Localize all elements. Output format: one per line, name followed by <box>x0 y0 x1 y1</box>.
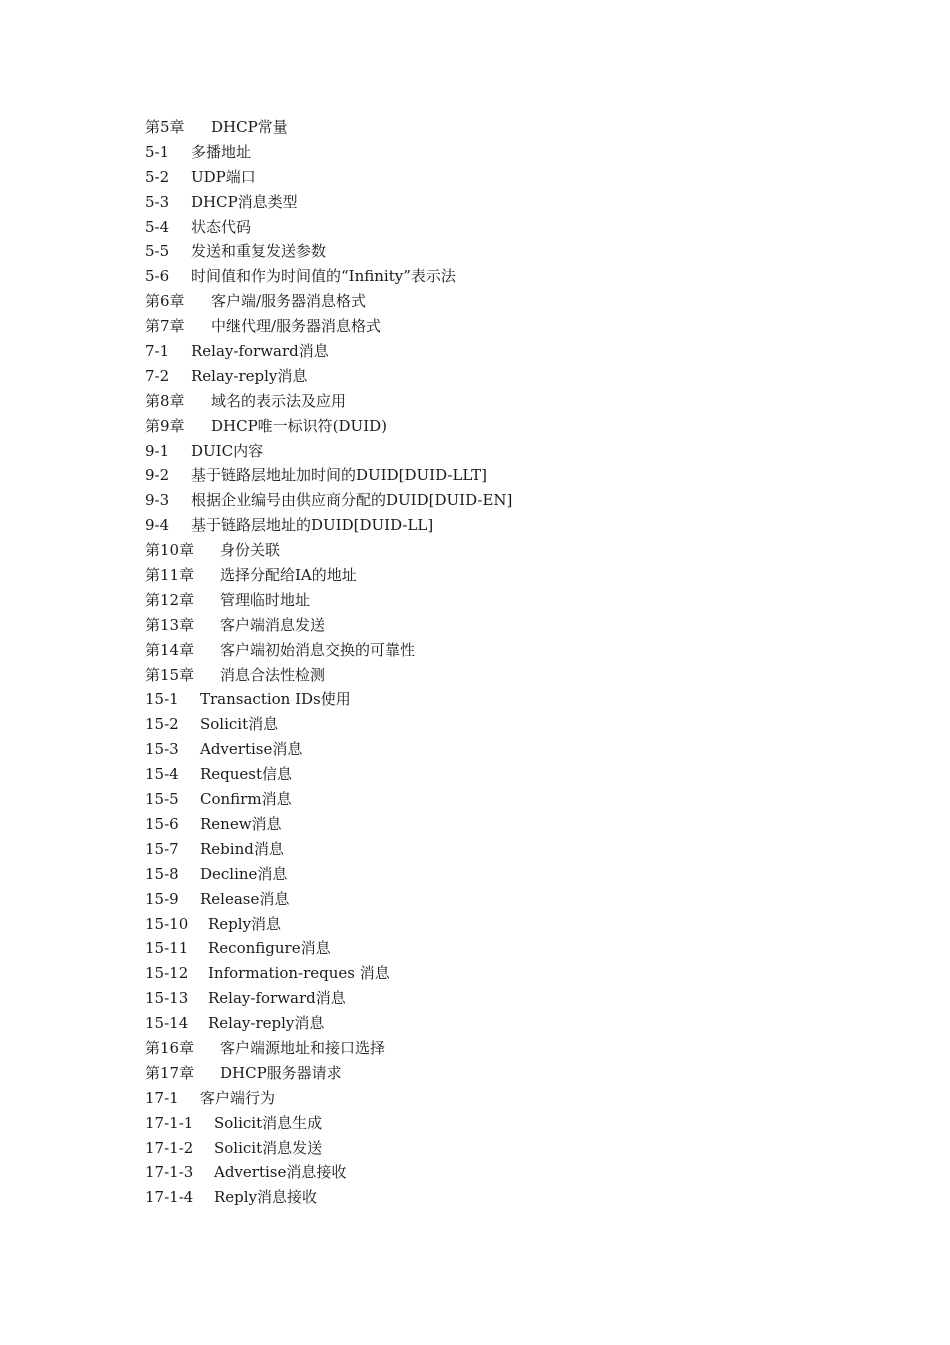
toc-entry <box>145 862 845 887</box>
toc-entry-title: DHCP常量 <box>211 118 288 136</box>
toc-entry-number: 5-1 <box>145 142 170 161</box>
toc-entry <box>145 1136 845 1161</box>
toc-entry-title: Relay-forward消息 <box>191 342 329 361</box>
toc-entry <box>145 239 845 264</box>
toc-entry <box>145 961 845 986</box>
toc-entry <box>145 936 845 961</box>
toc-entry <box>145 563 845 588</box>
toc-entry <box>145 737 845 762</box>
toc-entry <box>145 1160 845 1185</box>
toc-entry-title: Decline消息 <box>200 864 288 883</box>
toc-entry-number: 15-6 <box>145 814 179 833</box>
toc-entry <box>145 1111 845 1136</box>
toc-entry <box>145 264 845 289</box>
toc-entry <box>145 165 845 190</box>
toc-entry-title: 客户端源地址和接口选择 <box>220 1038 386 1057</box>
toc-entry <box>145 364 845 389</box>
toc-entry-title: Reconfigure消息 <box>208 939 331 958</box>
toc-entry-number: 17-1 <box>145 1088 179 1107</box>
toc-entry-number: 第12章 <box>145 590 195 609</box>
toc-entry <box>145 513 845 538</box>
toc-entry-number: 15-7 <box>145 839 179 858</box>
toc-entry-number: 第16章 <box>145 1038 195 1057</box>
toc-entry-number: 5-4 <box>145 217 170 236</box>
toc-entry-title: 客户端行为 <box>200 1088 276 1107</box>
toc-entry <box>145 837 845 862</box>
toc-entry-number: 第9章 <box>145 416 185 435</box>
toc-entry-number: 第14章 <box>145 640 195 659</box>
toc-entry-title: Request信息 <box>200 765 293 784</box>
toc-entry-title: DHCP服务器请求 <box>220 1063 342 1082</box>
toc-entry-title: Reply消息接收 <box>214 1188 318 1207</box>
toc-entry <box>145 463 845 488</box>
toc-entry-number: 15-12 <box>145 964 189 983</box>
toc-entry-title: Renew消息 <box>200 814 282 833</box>
toc-entry-title: Relay-forward消息 <box>208 989 346 1008</box>
toc-entry-number: 15-1 <box>145 690 179 709</box>
toc-entry <box>145 1061 845 1086</box>
toc-entry-title: 客户端消息发送 <box>220 615 326 634</box>
toc-entry-number: 15-11 <box>145 939 189 958</box>
toc-entry-number: 15-3 <box>145 740 179 759</box>
toc-entry-number: 7-1 <box>145 342 170 361</box>
toc-entry-title: Relay-reply消息 <box>208 1014 325 1033</box>
toc-entry-number: 5-3 <box>145 192 170 211</box>
toc-entry <box>145 439 845 464</box>
toc-entry-title: Relay-reply消息 <box>191 366 308 385</box>
toc-entry <box>145 488 845 513</box>
toc-entry-number: 第8章 <box>145 391 185 410</box>
toc-entry <box>145 762 845 787</box>
toc-entry-number: 第10章 <box>145 541 195 560</box>
toc-entry-title: Information-reques 消息 <box>208 964 390 983</box>
toc-entry-title: 基于链路层地址的DUID[DUID-LL] <box>191 516 434 535</box>
toc-entry <box>145 787 845 812</box>
toc-entry <box>145 115 845 140</box>
toc-entry-title: 时间值和作为时间值的“Infinity”表示法 <box>191 267 456 286</box>
toc-entry-number: 第11章 <box>145 566 195 585</box>
toc-entry <box>145 538 845 563</box>
toc-entry-number: 第13章 <box>145 615 195 634</box>
toc-entry <box>145 1086 845 1111</box>
toc-entry-number: 5-6 <box>145 267 170 286</box>
toc-entry-number: 15-2 <box>145 715 179 734</box>
toc-entry-number: 17-1-2 <box>145 1138 194 1157</box>
toc-entry-title: 域名的表示法及应用 <box>211 391 347 410</box>
toc-entry <box>145 1185 845 1210</box>
table-of-contents <box>145 115 845 1210</box>
toc-entry <box>145 190 845 215</box>
toc-entry-number: 7-2 <box>145 366 170 385</box>
toc-entry-title: Advertise消息接收 <box>214 1163 347 1182</box>
toc-entry-title: Rebind消息 <box>200 839 284 858</box>
toc-entry-number: 17-1-1 <box>145 1113 194 1132</box>
toc-entry-title: 管理临时地址 <box>220 590 311 609</box>
toc-entry-title: Solicit消息发送 <box>214 1138 323 1157</box>
toc-entry <box>145 588 845 613</box>
toc-entry-number: 15-14 <box>145 1014 189 1033</box>
toc-entry-title: 客户端初始消息交换的可靠性 <box>220 640 416 659</box>
toc-entry-title: 发送和重复发送参数 <box>191 242 327 261</box>
toc-entry-number: 第15章 <box>145 665 195 684</box>
toc-entry <box>145 638 845 663</box>
toc-entry-number: 15-8 <box>145 864 179 883</box>
toc-entry <box>145 986 845 1011</box>
toc-entry <box>145 912 845 937</box>
toc-entry <box>145 712 845 737</box>
toc-entry-number: 17-1-4 <box>145 1188 194 1207</box>
toc-entry <box>145 613 845 638</box>
toc-entry-number: 15-13 <box>145 989 189 1008</box>
toc-entry-title: Confirm消息 <box>200 790 292 809</box>
toc-entry-title: Reply消息 <box>208 914 282 933</box>
toc-entry-title: 基于链路层地址加时间的DUID[DUID-LLT] <box>191 466 487 485</box>
toc-entry <box>145 663 845 688</box>
toc-entry-number: 9-1 <box>145 441 170 460</box>
toc-entry-title: 中继代理/服务器消息格式 <box>211 317 382 336</box>
toc-entry-number: 第6章 <box>145 292 185 311</box>
toc-entry-title: DHCP消息类型 <box>191 192 298 211</box>
toc-entry-title: 客户端/服务器消息格式 <box>211 292 367 311</box>
toc-entry <box>145 339 845 364</box>
toc-entry-title: Release消息 <box>200 889 290 908</box>
toc-entry-number: 9-3 <box>145 491 170 510</box>
toc-entry <box>145 414 845 439</box>
toc-entry-number: 5-5 <box>145 242 170 261</box>
toc-entry-title: DHCP唯一标识符(DUID) <box>211 416 388 435</box>
toc-entry-number: 17-1-3 <box>145 1163 194 1182</box>
toc-entry-number: 第7章 <box>145 317 185 336</box>
toc-entry-number: 15-4 <box>145 765 179 784</box>
toc-entry <box>145 1036 845 1061</box>
toc-entry-title: 消息合法性检测 <box>220 665 326 684</box>
toc-entry-number: 15-5 <box>145 790 179 809</box>
toc-entry-title: 状态代码 <box>191 217 252 236</box>
toc-entry-number: 第5章 <box>145 118 185 136</box>
toc-entry-title: UDP端口 <box>191 167 256 186</box>
toc-entry-title: Solicit消息 <box>200 715 279 734</box>
toc-entry-title: 选择分配给IA的地址 <box>220 566 357 585</box>
toc-entry-title: Transaction IDs使用 <box>200 690 351 709</box>
toc-entry-number: 15-10 <box>145 914 189 933</box>
toc-entry <box>145 687 845 712</box>
toc-entry-number: 第17章 <box>145 1063 195 1082</box>
toc-entry-title: Advertise消息 <box>200 740 303 759</box>
toc-entry <box>145 389 845 414</box>
toc-entry <box>145 215 845 240</box>
toc-entry-title: Solicit消息生成 <box>214 1113 323 1132</box>
toc-entry-title: DUIC内容 <box>191 441 264 460</box>
toc-entry-number: 15-9 <box>145 889 179 908</box>
toc-entry <box>145 887 845 912</box>
toc-entry-title: 身份关联 <box>220 541 281 560</box>
toc-entry-number: 5-2 <box>145 167 170 186</box>
toc-entry <box>145 289 845 314</box>
toc-entry-title: 根据企业编号由供应商分配的DUID[DUID-EN] <box>191 491 513 510</box>
toc-entry <box>145 1011 845 1036</box>
toc-entry-number: 9-2 <box>145 466 170 485</box>
toc-entry <box>145 314 845 339</box>
toc-entry-number: 9-4 <box>145 516 170 535</box>
toc-entry-title: 多播地址 <box>191 142 252 161</box>
toc-entry <box>145 812 845 837</box>
toc-entry <box>145 140 845 165</box>
